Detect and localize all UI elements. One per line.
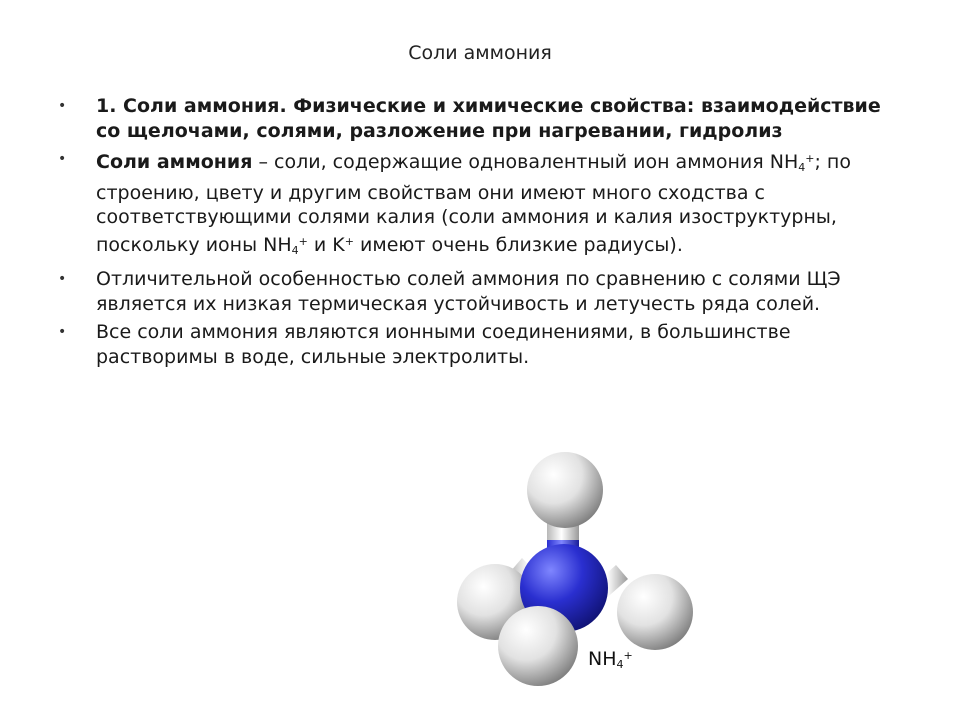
superscript: +	[298, 234, 308, 248]
formula-superscript: +	[623, 649, 633, 662]
bullet-item-1	[58, 94, 898, 143]
term-ammonium-salts: Соли аммония	[96, 151, 253, 173]
bullet-text: имеют очень близкие радиусы).	[353, 233, 683, 256]
superscript: +	[344, 234, 354, 248]
bullet-text: Отличительной особенностью солей аммония по сравнению с солями ЩЭ является их низкая термическая устойчивость и летучесть ряда солей.	[96, 268, 841, 315]
formula-main: NH	[588, 648, 617, 670]
slide-title: Соли аммония	[408, 42, 552, 64]
subscript: 4	[291, 243, 299, 257]
bullet-heading: 1. Соли аммония. Физические и химические свойства: взаимодействие со щелочами, солями, разложение при нагревании, гидролиз	[96, 95, 881, 142]
ammonium-molecule-image	[440, 440, 720, 700]
bullet-dot: •	[58, 98, 67, 114]
bullet-text: и K	[307, 233, 345, 256]
molecule-formula-label	[588, 648, 633, 671]
bullet-dot: •	[58, 324, 67, 340]
bullet-item-3	[58, 267, 898, 316]
bullet-item-4	[58, 320, 898, 369]
bullet-dot: •	[58, 271, 67, 287]
hydrogen-atom-front	[498, 606, 578, 686]
bullet-text: Все соли аммония являются ионными соединениями, в большинстве растворимы в воде, сильные электролиты.	[96, 321, 791, 368]
bullet-text: – соли, содержащие одновалентный ион аммония NH	[252, 151, 799, 173]
superscript: +	[805, 152, 815, 165]
bullet-item-2	[58, 147, 898, 263]
bullet-text: ; по строению, цвету и другим свойствам они имеют много сходства с соответствующими солями калия (соли аммония и калия изоструктурны, поскольку ионы NH	[96, 151, 851, 256]
hydrogen-atom-right	[617, 574, 693, 650]
bullet-dot: •	[58, 151, 67, 167]
hydrogen-atom-top	[527, 452, 603, 528]
bullet-list	[58, 94, 898, 373]
subscript: 4	[798, 161, 806, 174]
formula-subscript: 4	[616, 658, 624, 671]
